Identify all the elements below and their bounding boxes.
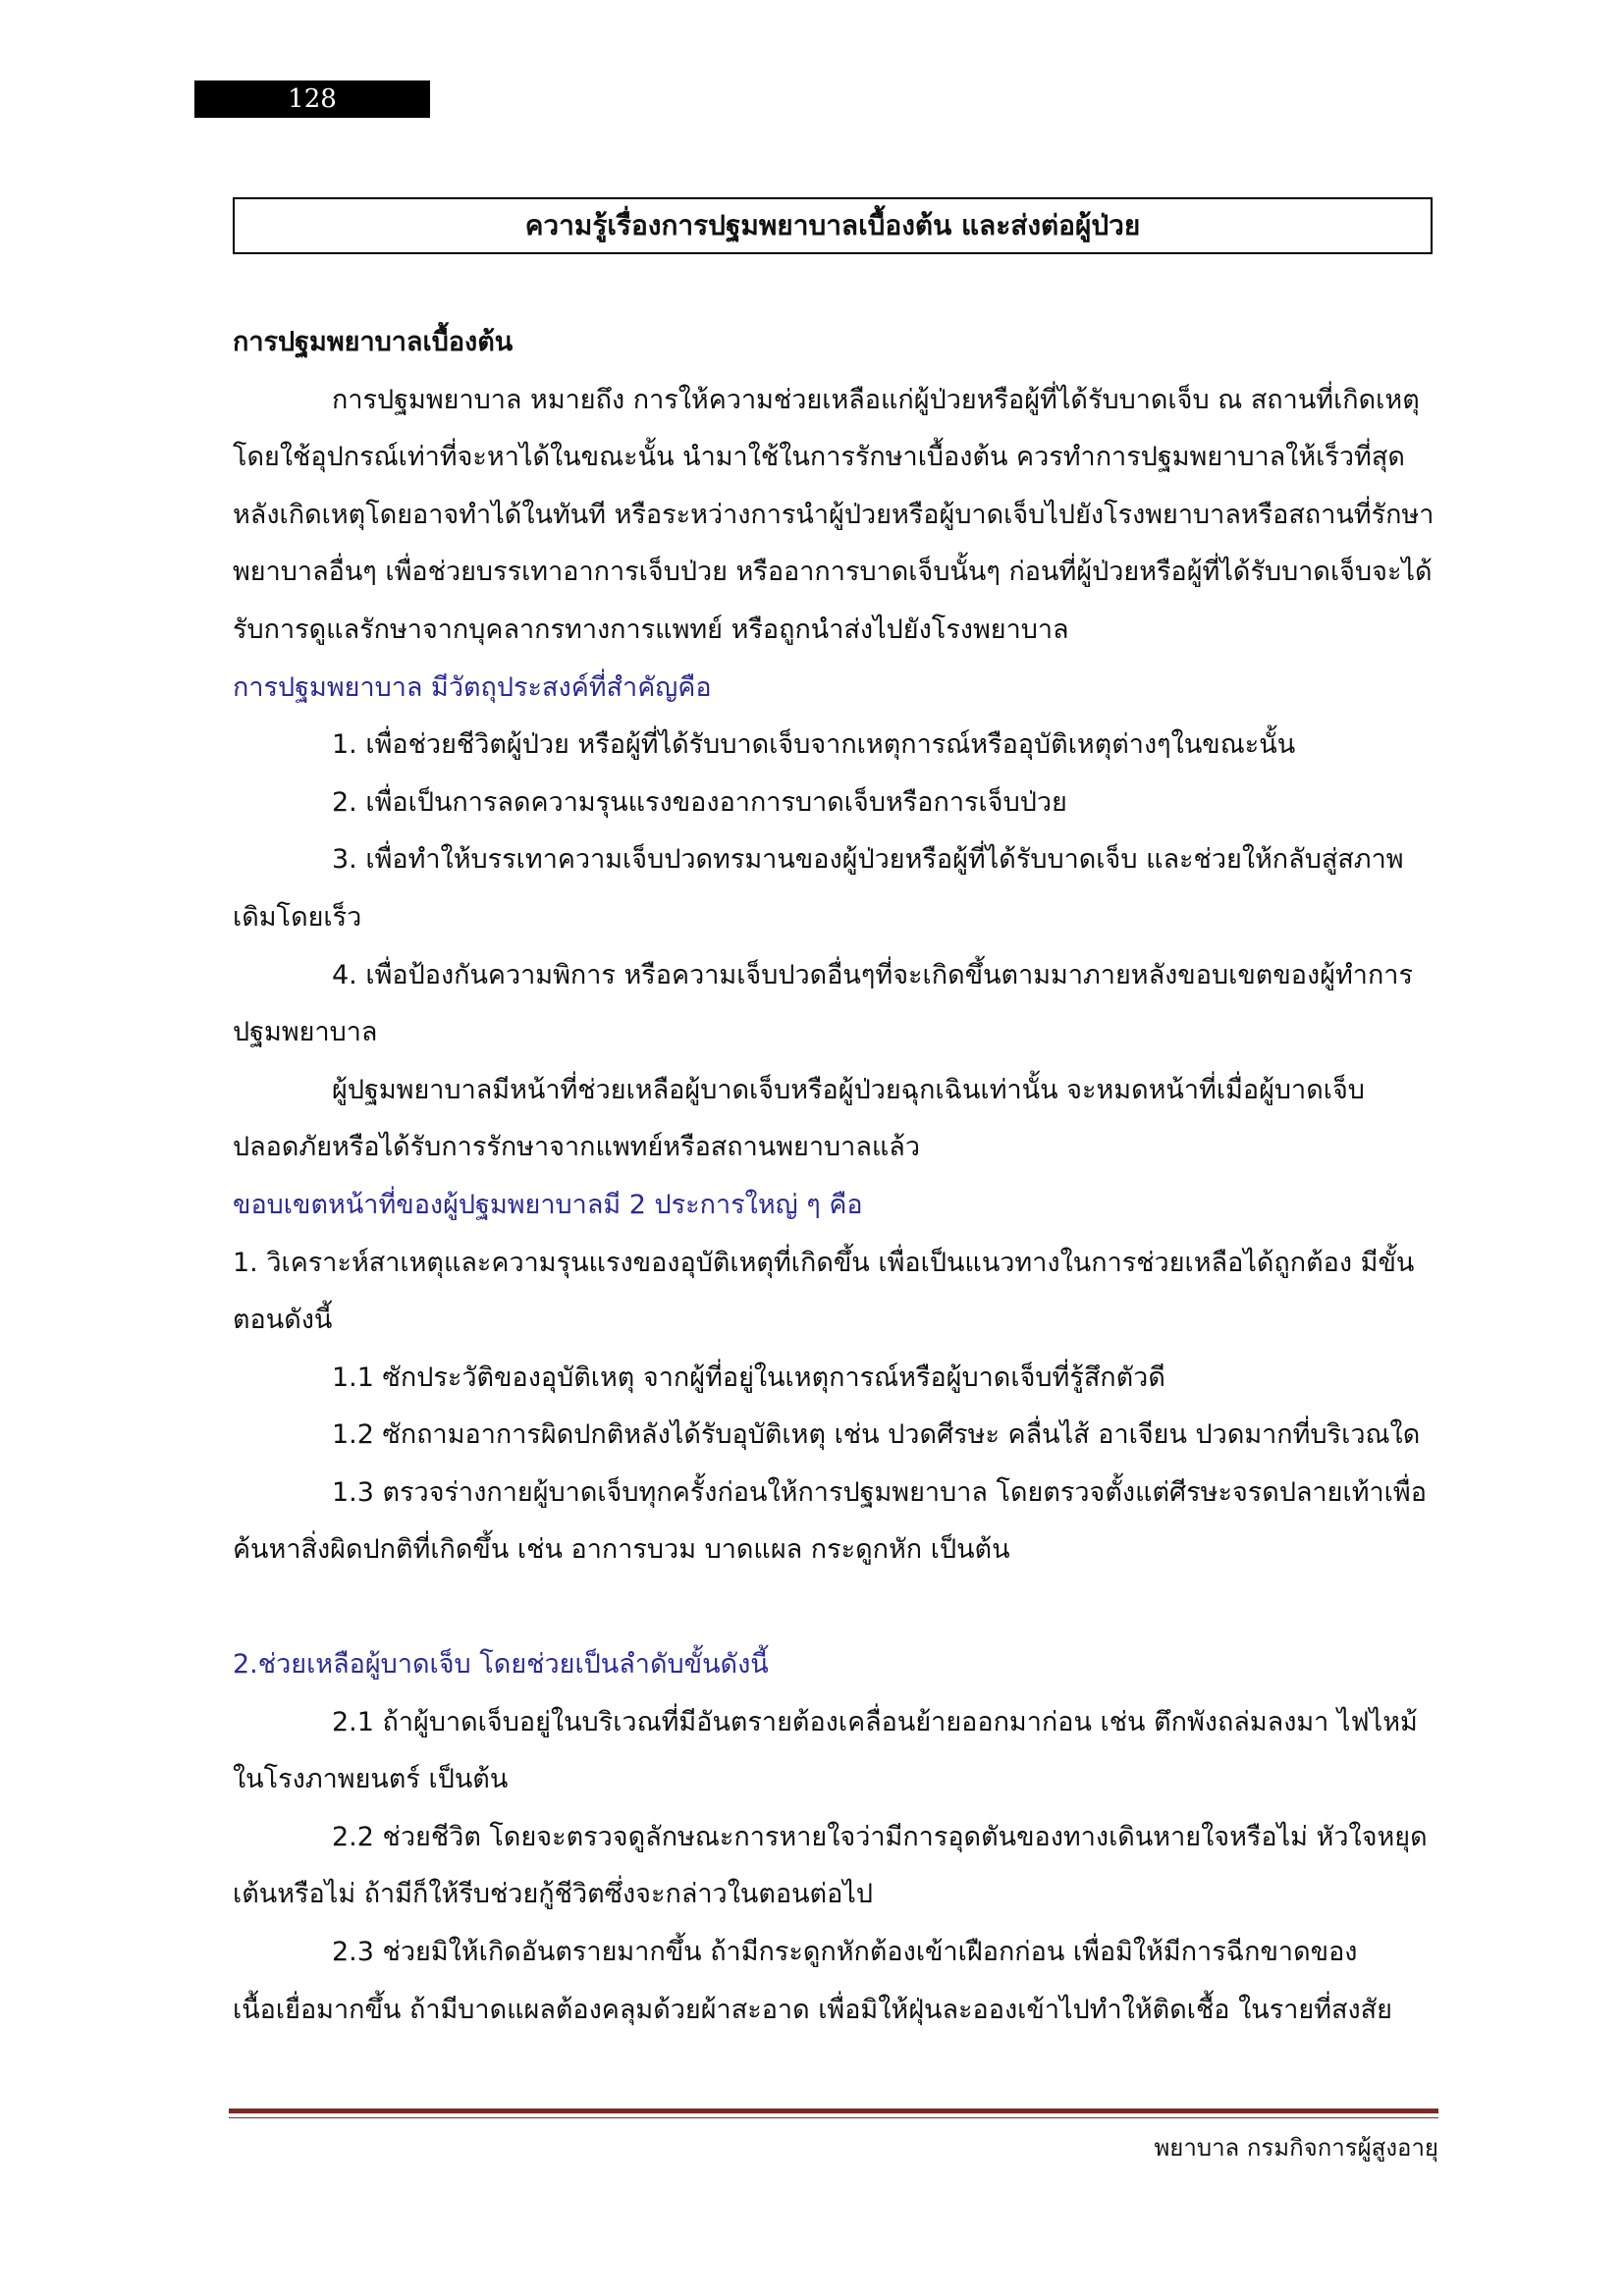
- subheading-objectives: การปฐมพยาบาล มีวัตถุประสงค์ที่สำคัญคือ: [233, 671, 712, 703]
- scope-item-2-1: 2.1 ถ้าผู้บาดเจ็บอยู่ในบริเวณที่มีอันตรายต้องเคลื่อนย้ายออกมาก่อน เช่น ตึกพังถล่มลงมา ไฟไหม้ในโรงภาพยนตร์ เป็นต้น: [233, 1706, 1418, 1795]
- objective-item-3: 3. เพื่อทำให้บรรเทาความเจ็บปวดทรมานของผู้ป่วยหรือผู้ที่ได้รับบาดเจ็บ และช่วยให้กลับสู่สภาพเดิมโดยเร็ว: [233, 844, 1404, 933]
- section-heading-first-aid: การปฐมพยาบาลเบื้องต้น: [233, 327, 514, 357]
- scope-item-1-2: 1.2 ซักถามอาการผิดปกติหลังได้รับอุบัติเหตุ เช่น ปวดศีรษะ คลื่นไส้ อาเจียน ปวดมากที่บริเวณใด: [332, 1419, 1421, 1451]
- subheading-scope-point-2: 2.ช่วยเหลือผู้บาดเจ็บ โดยช่วยเป็นลำดับขั้นดังนี้: [233, 1649, 769, 1681]
- scope-item-1-3: 1.3 ตรวจร่างกายผู้บาดเจ็บทุกครั้งก่อนให้การปฐมพยาบาล โดยตรวจตั้งแต่ศีรษะจรดปลายเท้าเพื่อค้นหาสิ่งผิดปกติที่เกิดขึ้น เช่น อาการบวม บาดแผล กระดูกหัก เป็นต้น: [233, 1476, 1427, 1566]
- footer-text: พยาบาล กรมกิจการผู้สูงอายุ: [1154, 2134, 1438, 2162]
- scope-item-2-3: 2.3 ช่วยมิให้เกิดอันตรายมากขึ้น ถ้ามีกระดูกหักต้องเข้าเฝือกก่อน เพื่อมิให้มีการฉีกขาดของเนื้อเยื่อมากขึ้น ถ้ามีบาดแผลต้องคลุมด้วยผ้าสะอาด เพื่อมิให้ฝุ่นละอองเข้าไปทำให้ติดเชื้อ ในรายที่สงสัย: [233, 1937, 1392, 2025]
- scope-item-1-1: 1.1 ซักประวัติของอุบัติเหตุ จากผู้ที่อยู่ในเหตุการณ์หรือผู้บาดเจ็บที่รู้สึกตัวดี: [332, 1362, 1165, 1393]
- page-title: ความรู้เรื่องการปฐมพยาบาลเบื้องต้น และส่งต่อผู้ป่วย: [233, 197, 1433, 254]
- objective-item-1: 1. เพื่อช่วยชีวิตผู้ป่วย หรือผู้ที่ได้รับบาดเจ็บจากเหตุการณ์หรืออุบัติเหตุต่างๆในขณะนั้น: [332, 729, 1296, 761]
- footer-divider: [229, 2109, 1438, 2118]
- objective-item-2: 2. เพื่อเป็นการลดความรุนแรงของอาการบาดเจ็บหรือการเจ็บป่วย: [332, 786, 1067, 818]
- scope-item-2-2: 2.2 ช่วยชีวิต โดยจะตรวจดูลักษณะการหายใจว่ามีการอุดตันของทางเดินหายใจหรือไม่ หัวใจหยุดเต้นหรือไม่ ถ้ามีก็ให้รีบช่วยกู้ชีวิตซึ่งจะกล่าวในตอนต่อไป: [233, 1821, 1428, 1910]
- document-body: [233, 314, 1440, 2039]
- paragraph-definition: การปฐมพยาบาล หมายถึง การให้ความช่วยเหลือแก่ผู้ป่วยหรือผู้ที่ได้รับบาดเจ็บ ณ สถานที่เกิดเหตุ โดยใช้อุปกรณ์เท่าที่จะหาได้ในขณะนั้น นำมาใช้ในการรักษาเบื้องต้น ควรทำการปฐมพยาบาลให้เร็วที่สุดหลังเกิดเหตุโดยอาจทำได้ในทันที หรือระหว่างการนำผู้ป่วยหรือผู้บาดเจ็บไปยังโรงพยาบาลหรือสถานที่รักษาพยาบาลอื่นๆ เพื่อช่วยบรรเทาอาการเจ็บป่วย หรืออาการบาดเจ็บนั้นๆ ก่อนที่ผู้ป่วยหรือผู้ที่ได้รับบาดเจ็บจะได้รับการดูแลรักษาจากบุคลากรทางการแพทย์ หรือถูกนำส่งไปยังโรงพยาบาล: [233, 384, 1435, 645]
- objective-item-4: 4. เพื่อป้องกันความพิการ หรือความเจ็บปวดอื่นๆที่จะเกิดขึ้นตามมาภายหลังขอบเขตของผู้ทำการปฐมพยาบาล: [233, 959, 1413, 1048]
- blank-line: [233, 1579, 1440, 1636]
- subheading-scope: ขอบเขตหน้าที่ของผู้ปฐมพยาบาลมี 2 ประการใหญ่ ๆ คือ: [233, 1189, 863, 1220]
- scope-point-1: 1. วิเคราะห์สาเหตุและความรุนแรงของอุบัติเหตุที่เกิดขึ้น เพื่อเป็นแนวทางในการช่วยเหลือได้ถูกต้อง มีขั้นตอนดังนี้: [233, 1247, 1415, 1336]
- paragraph-duty: ผู้ปฐมพยาบาลมีหน้าที่ช่วยเหลือผู้บาดเจ็บหรือผู้ป่วยฉุกเฉินเท่านั้น จะหมดหน้าที่เมื่อผู้บาดเจ็บปลอดภัยหรือได้รับการรักษาจากแพทย์หรือสถานพยาบาลแล้ว: [233, 1074, 1365, 1163]
- page-number: 128: [194, 80, 430, 118]
